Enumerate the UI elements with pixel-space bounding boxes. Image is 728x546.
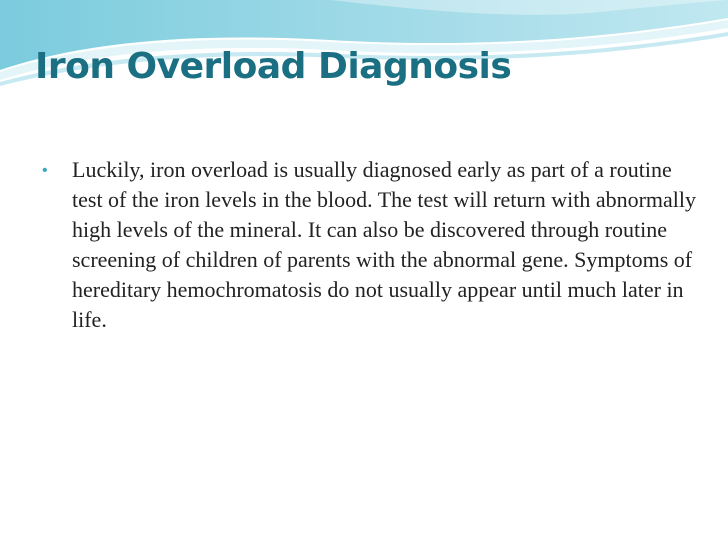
- bullet-text: Luckily, iron overload is usually diagnosed early as part of a routine test of the iron levels in the blood. The test will return with abnormally high levels of the mineral. It can also be discovered through routine screening of children of parents with the abnormal gene. Symptoms of hereditary hemochromatosis do not usually appear until much later in life.: [72, 157, 697, 332]
- slide-title: Iron Overload Diagnosis: [35, 46, 512, 87]
- slide-content: [42, 155, 702, 335]
- bullet-list: [42, 155, 702, 335]
- bullet-marker: •: [42, 162, 48, 179]
- bullet-item: [42, 155, 702, 335]
